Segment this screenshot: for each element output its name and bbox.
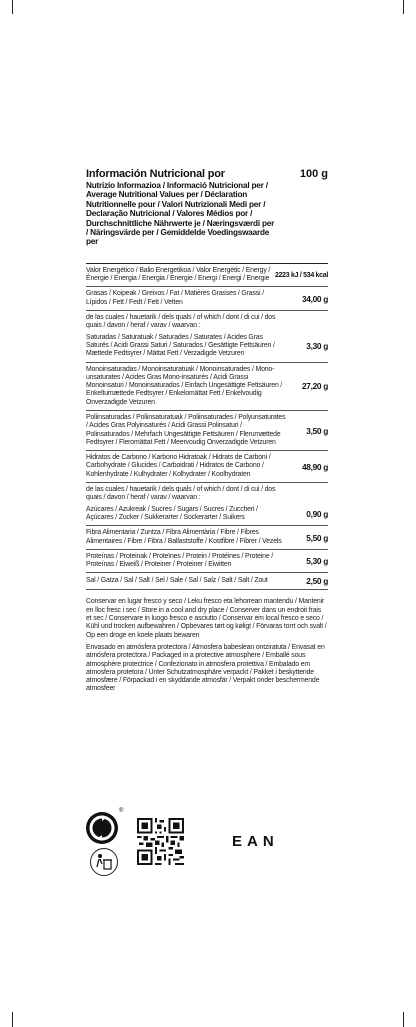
row-value: 5,50 g <box>306 532 328 543</box>
row-value: 5,30 g <box>306 556 328 567</box>
nutrition-title: Información Nutricional por <box>86 168 225 180</box>
nutrition-subtitle: Nutrizio Informazioa / Informació Nutricional per / Average Nutritional Values per / Déclaration Nutritionnelle pour / Valori Nutrizionali Medi per / Declaração Nutricional / Valores Médios por / Durchschnittliche Nährwerte je / Næringsværdi per / Näringsvärde per / Gemiddelde Voedingswaarde per <box>86 181 275 247</box>
table-row-energy <box>86 264 328 288</box>
row-label: Grasas / Koipeak / Greixos / Fat / Matières Grasses / Grassi / Lípidos / Fett / Fedt / Fett / Vetten <box>86 290 264 306</box>
table-row-salt <box>86 573 328 590</box>
packaging-logos <box>86 808 328 878</box>
qr-code-icon <box>137 818 184 865</box>
green-dot-icon <box>86 812 118 844</box>
table-row-saturates <box>86 331 328 363</box>
crop-mark-bottom-left <box>12 1012 13 1027</box>
table-row-fibre <box>86 526 328 550</box>
row-label: Hidratos de Carbono / Karbono Hidratoak / Hidrats de Carboni / Carbohydrate / Glucides / Carboidrati / Hidratos de Carbono / Kohlenhydrate / Kulhydrater / Kolhydrater / Koolhydraten <box>86 454 271 478</box>
table-row-protein <box>86 550 328 574</box>
table-row-polyunsaturates <box>86 411 328 451</box>
nutrition-header <box>86 168 328 247</box>
row-value: 2223 kJ / 534 kcal <box>275 271 328 279</box>
table-row-monounsaturates <box>86 363 328 411</box>
row-value: 48,90 g <box>301 461 328 472</box>
row-value: 27,20 g <box>301 381 328 392</box>
storage-notes <box>86 598 328 693</box>
row-label: Azúcares / Azukreak / Sucres / Sugars / Sucres / Zuccheri / Açúcares / Zucker / Sukkerarter / Sockerarter / Suikers <box>86 505 258 521</box>
storage-instructions: Conservar en lugar fresco y seco / Leku fresco eta lehorrean mantendu / Mantenir en lloc fresc i sec / Store in a cool and dry place / Conserver dans un endroit frais et sec / Conservare in luogo fresco e asciutto / Conservar em local fresco e seco / Kühl und trocken aufbewahren / Opbevares tørt og køligt / Förvaras torrt och svalt / Op een droge en koele plaats bewaren <box>86 598 327 639</box>
row-label: Saturadas / Saturatuak / Saturades / Saturates / Acides Gras Saturés / Acidi Grassi Saturi / Saturados / Gesättigte Fettsäuren / Mættede Fedtsyrer / Mättat Fett / Verzadigde Vetzuren <box>86 333 275 358</box>
row-label: Fibra Alimentaria / Zuntza / Fibra Alimentària / Fibre / Fibres Alimentaires / Fibre / Fibra / Ballaststoffe / Kostfibre / Fibrer / Vezels <box>86 529 282 545</box>
row-label: Sal / Gatza / Sal / Salt / Sel / Sale / Sal / Salz / Salt / Salt / Zout <box>86 577 268 585</box>
of-which-label: de las cuales / hauetarik / dels quals / of which / dont / di cui / dos quais / davon / heraf / varav / waarvan : <box>86 314 276 330</box>
ean-label: EAN <box>232 833 279 850</box>
table-row-fat <box>86 287 328 311</box>
reference-quantity: 100 g <box>299 168 328 180</box>
row-value: 3,50 g <box>306 425 328 436</box>
row-label: Proteínas / Proteinak / Proteïnes / Protein / Protéines / Proteine / Proteínas / Eiweiß / Proteiner / Proteiner / Eiwitten <box>86 552 274 569</box>
packaging-note: Envasado en atmósfera protectora / Atmosfera babeslean ontziratuta / Envasat en atmósfera protectora / Packaged in a protective atmosphere / Emballé sous atmosphère protectrice / Confezionato in atmosfera protettiva / Embalado em atmosfera protetora / Unter Schutzatmosphäre verpackt / Pakket i beskyttende atmosfære / Förpackad i en skyddande atmosfär / Verpakt onder beschermende atmosfeer <box>86 643 325 693</box>
row-label: Valor Energético / Balio Energetikoa / Valor Energètic / Energy / Énergie / Energia / Energia / Energie / Energi / Energi / Energie <box>86 266 271 283</box>
row-value: 3,30 g <box>306 341 328 352</box>
crop-mark-top-left <box>12 0 13 14</box>
row-value: 34,00 g <box>301 293 328 304</box>
row-label: Poliinsaturadas / Poliinsaturatuak / Poliinsaturades / Polyunsaturates / Acides Gras Polyinsaturés / Acidi Grassi Polinsaturi / Polinsaturados / Mehrfach Ungesättigte Fettsäuren / Flerumættede Fedtsyrer / Fleromättat Fett / Meervoudig Onverzadigde Vetzuren <box>86 414 286 446</box>
recycle-bin-icon <box>90 848 118 876</box>
row-label: Monoinsaturadas / Monoinsaturatuak / Monoinsaturades / Mono-unsaturates / Acides Gras Mono-insaturés / Acidi Grassi Monoinsaturi / Monoinsaturados / Einfach Ungesättigte Fettsäuren / Enkeltumættede Fedtsyrer / Enkelomättat Fett / Enkelvoudig Onverzadigde Vetzuren <box>86 365 283 406</box>
of-which-label: de las cuales / hauetarik / dels quals / of which / dont / di cui / dos quais / davon / heraf / varav / waarvan : <box>86 486 276 502</box>
nutrition-table <box>86 263 328 591</box>
row-value: 0,90 g <box>306 508 328 519</box>
row-value: 2,50 g <box>306 576 328 587</box>
table-row-sugars <box>86 503 328 527</box>
crop-mark-top-right <box>403 0 404 14</box>
registered-mark: ® <box>119 808 124 814</box>
nutrition-panel <box>86 168 328 698</box>
crop-mark-bottom-right <box>403 1012 404 1027</box>
table-row-carbohydrate <box>86 451 328 483</box>
